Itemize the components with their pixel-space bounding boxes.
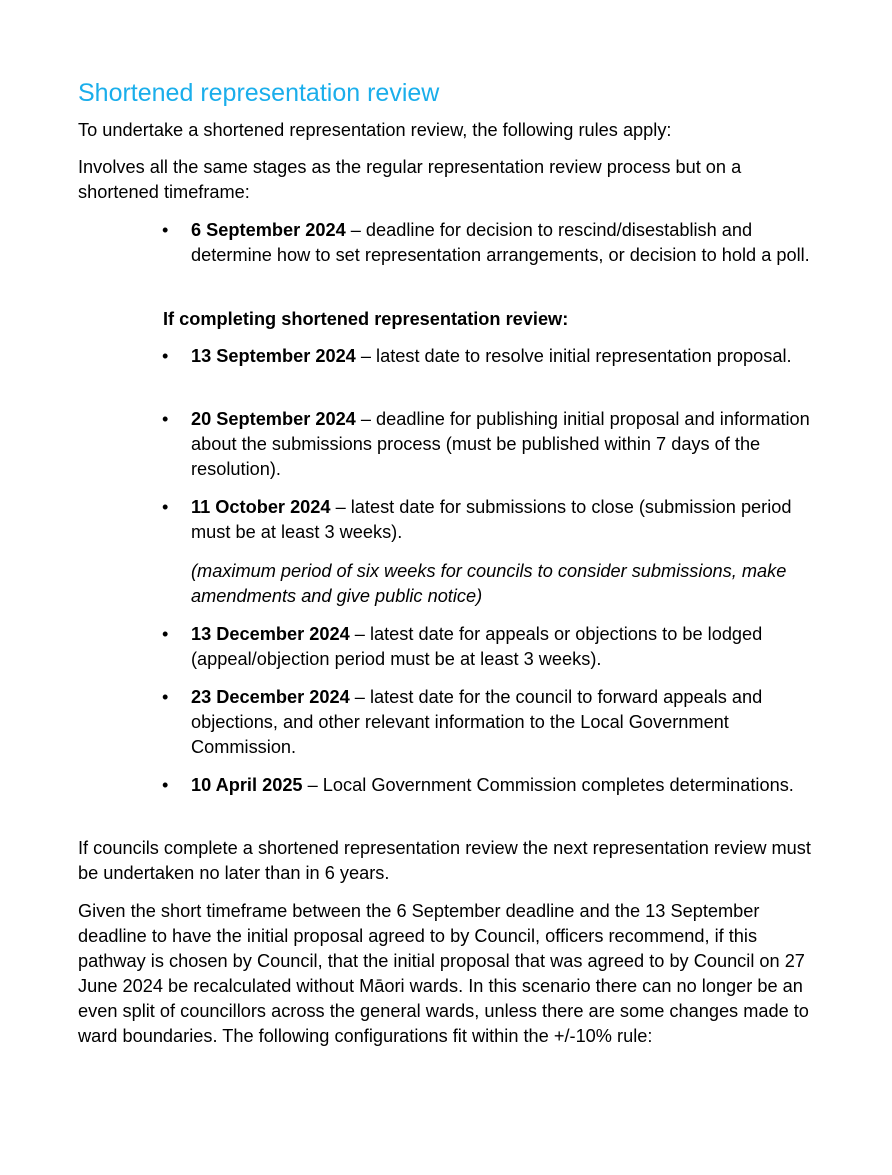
italic-note: (maximum period of six weeks for councils to consider submissions, make amendments and give public notice) [191,561,787,606]
list-item-deadline-decision [191,218,816,268]
bullet-marker: • [162,346,169,366]
item-date: 11 October 2024 [191,497,331,517]
item-text: – latest date for appeals or objections to be lodged (appeal/objection period must be at least 3 weeks). [191,624,763,669]
next-review-paragraph: If councils complete a shortened representation review the next representation review must be undertaken no later than in 6 years. [78,838,811,883]
list-item [191,773,816,798]
bullet-marker: • [162,220,169,240]
item-text: – deadline for publishing initial proposal and information about the submissions process (must be published within 7 days of the resolution). [191,409,810,479]
intro-paragraph: To undertake a shortened representation review, the following rules apply: [78,120,672,140]
bullet-marker: • [162,687,169,707]
bullet-marker: • [162,624,169,644]
item-date: 13 September 2024 [191,346,356,366]
item-text: – Local Government Commission completes determinations. [302,775,794,795]
bullet-marker: • [162,775,169,795]
list-item [191,685,816,760]
recommendation-paragraph: Given the short timeframe between the 6 September deadline and the 13 September deadline to have the initial proposal agreed to by Council, officers recommend, if this pathway is chosen by Council, that the initial proposal that was agreed to by Council on 27 June 2024 be recalculated without Māori wards. In this scenario there can no longer be an even split of councillors across the general wards, unless there are some changes made to ward boundaries. The following configurations fit within the +/-10% rule: [78,901,809,1046]
item-text: – latest date for the council to forward appeals and objections, and other relevant information to the Local Government Commission. [191,687,763,757]
item-text: – deadline for decision to rescind/disestablish and determine how to set representation arrangements, or decision to hold a poll. [191,220,810,265]
bullet-marker: • [162,409,169,429]
subheading: If completing shortened representation review: [163,309,569,329]
item-text: – latest date to resolve initial representation proposal. [355,346,792,366]
stages-paragraph: Involves all the same stages as the regular representation review process but on a shortened timeframe: [78,157,742,202]
list-item [191,407,816,482]
item-text: – latest date for submissions to close (submission period must be at least 3 weeks). [191,497,792,542]
list-item [191,495,816,545]
item-date: 13 December 2024 [191,624,350,644]
bullet-marker: • [162,497,169,517]
list-item [191,344,816,369]
section-heading: Shortened representation review [78,79,440,107]
item-date: 6 September 2024 [191,220,346,240]
item-date: 23 December 2024 [191,687,350,707]
item-date: 20 September 2024 [191,409,356,429]
list-item [191,622,816,672]
item-date: 10 April 2025 [191,775,303,795]
